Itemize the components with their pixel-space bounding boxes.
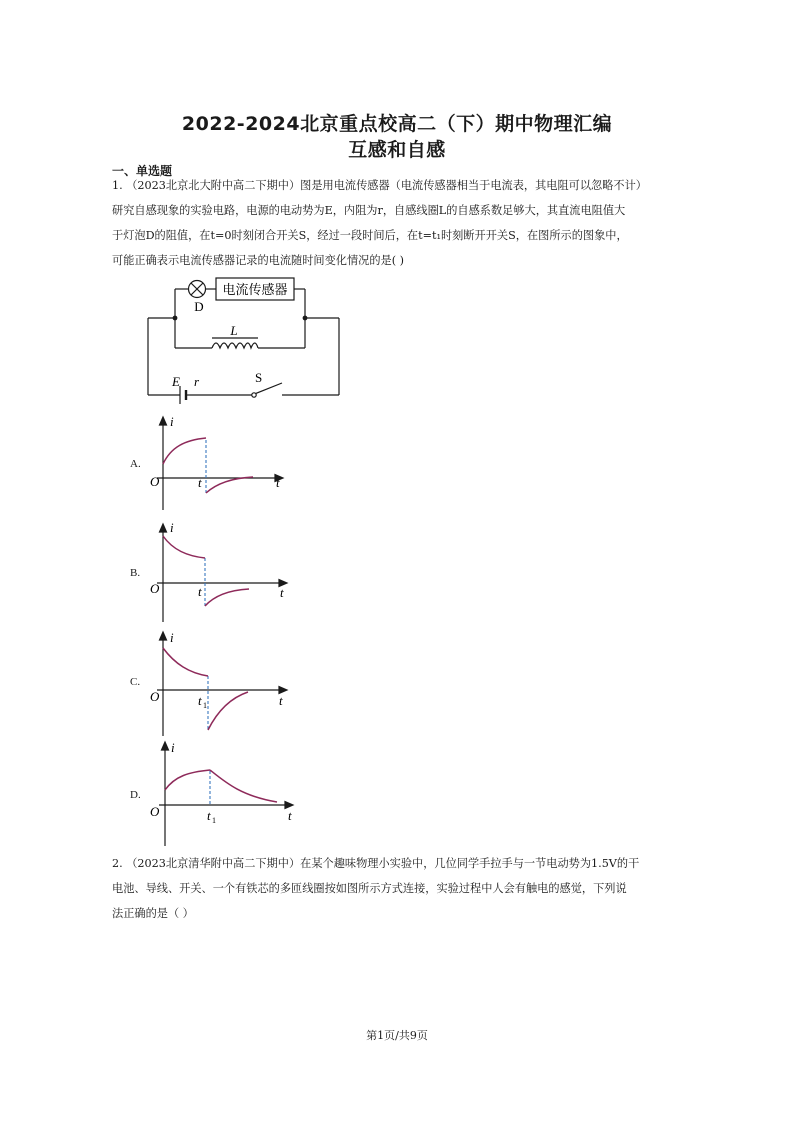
question-1-line: 1. （2023北京北大附中高二下期中）图是用电流传感器（电流传感器相当于电流表，其电阻可以忽略不计）	[112, 179, 647, 192]
question-1-text	[112, 173, 684, 273]
question-1-line: 于灯泡D的阻值，在t=0时刻闭合开关S，经过一段时间后，在t=t₁时刻断开开关S，在图所示的图象中，	[112, 229, 628, 242]
option-b-label[interactable]: B.	[130, 567, 141, 579]
question-2-line: 2. （2023北京清华附中高二下期中）在某个趣味物理小实验中，几位同学手拉手与一节电动势为1.5V的干	[112, 857, 640, 870]
option-d-t-sub: 1	[212, 816, 216, 825]
document-title: 2022-2024北京重点校高二（下）期中物理汇编	[181, 113, 613, 135]
option-d-origin: O	[150, 804, 160, 819]
option-b-y-axis: i	[170, 520, 174, 535]
option-b-graph	[145, 520, 295, 625]
option-d-label[interactable]: D.	[130, 789, 141, 801]
section-heading: 一、单选题	[112, 164, 173, 178]
lamp-label: D	[194, 299, 204, 314]
question-1-line: 研究自感现象的实验电路，电源的电动势为E，内阻为r，自感线圈L的自感系数足够大，其直流电阻值大	[112, 204, 626, 217]
option-a-graph	[145, 415, 295, 515]
sensor-label: 电流传感器	[222, 282, 288, 297]
option-c-label[interactable]: C.	[130, 676, 141, 688]
option-b-origin: O	[150, 581, 160, 596]
option-d-x-axis: t	[288, 808, 292, 823]
option-b-x-axis: t	[280, 585, 284, 600]
option-c-x-axis: t	[279, 693, 283, 708]
option-d-graph	[145, 738, 305, 848]
circuit-diagram	[140, 274, 350, 404]
emf-label: E	[172, 374, 180, 389]
internal-resistance-label: r	[194, 374, 200, 389]
option-c-y-axis: i	[170, 630, 174, 645]
option-a-x-axis: t	[276, 475, 280, 490]
option-a-t-marker: t	[198, 475, 202, 490]
option-d-y-axis: i	[171, 740, 175, 755]
option-b-t-marker: t	[198, 584, 202, 599]
question-2-line: 法正确的是（ ）	[112, 907, 194, 920]
question-1-line: 可能正确表示电流传感器记录的电流随时间变化情况的是( )	[112, 254, 404, 267]
option-a-y-axis: i	[170, 414, 174, 429]
option-a-label[interactable]: A.	[130, 458, 141, 470]
document-subtitle: 互感和自感	[348, 139, 446, 161]
option-d-t-marker: t	[207, 808, 211, 823]
option-a-origin: O	[150, 474, 160, 489]
option-c-t-sub: 1	[203, 701, 207, 710]
option-c-origin: O	[150, 689, 160, 704]
question-2-text	[112, 851, 684, 926]
page-footer: 第1页/共9页	[366, 1029, 428, 1042]
option-c-graph	[145, 628, 300, 738]
inductor-label: L	[230, 323, 238, 338]
switch-label: S	[255, 370, 263, 385]
option-c-t-marker: t	[198, 693, 202, 708]
question-2-line: 电池、导线、开关、一个有铁芯的多匝线圈按如图所示方式连接，实验过程中人会有触电的感觉，下列说	[112, 882, 627, 895]
